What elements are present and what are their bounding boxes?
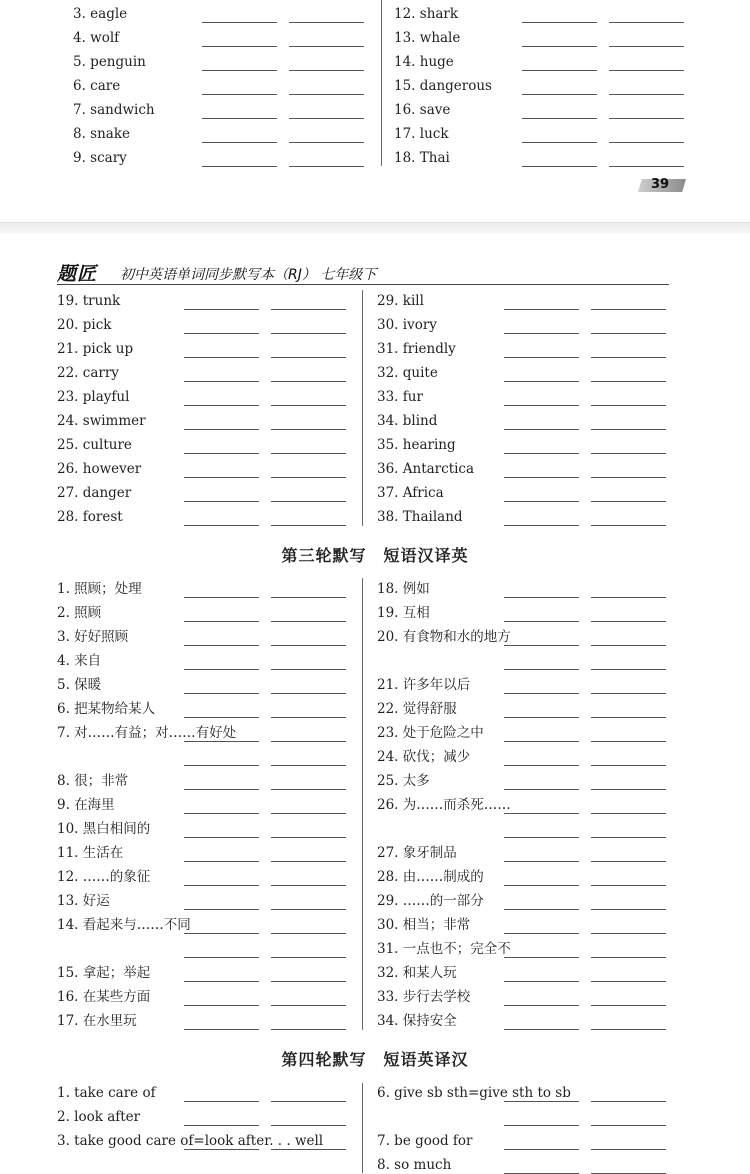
answer-blank-2[interactable]: [591, 381, 666, 382]
item-text: 16. save: [394, 102, 451, 118]
item-text: 8. so much: [377, 1157, 452, 1173]
answer-blank-2[interactable]: [271, 477, 346, 478]
answer-blank-1[interactable]: [504, 813, 579, 814]
answer-blank-1[interactable]: [184, 717, 259, 718]
item-text: 18. Thai: [394, 150, 450, 166]
item-text: 26. 为……而杀死……: [377, 797, 511, 813]
item-text: 31. friendly: [377, 341, 456, 357]
answer-blank-1[interactable]: [522, 22, 597, 23]
answer-blank-1[interactable]: [184, 789, 259, 790]
item-text: 6. give sb sth=give sth to sb: [377, 1085, 571, 1101]
answer-blank-2[interactable]: [591, 813, 666, 814]
answer-blank-1[interactable]: [522, 94, 597, 95]
item-text: 7. sandwich: [73, 102, 155, 118]
answer-blank-2[interactable]: [271, 1101, 346, 1102]
answer-blank-1[interactable]: [504, 1101, 579, 1102]
item-text: 20. 有食物和水的地方: [377, 629, 511, 645]
answer-blank-1[interactable]: [504, 597, 579, 598]
answer-blank-1[interactable]: [184, 1029, 259, 1030]
answer-blank-2[interactable]: [289, 166, 364, 167]
answer-blank-1[interactable]: [522, 70, 597, 71]
answer-blank-2[interactable]: [591, 597, 666, 598]
answer-blank-1[interactable]: [504, 501, 579, 502]
item-text: 8. snake: [73, 126, 131, 142]
item-text: 14. 看起来与……不同: [57, 917, 191, 933]
answer-blank-2[interactable]: [271, 669, 346, 670]
item-text: 20. pick: [57, 317, 112, 333]
answer-blank-2[interactable]: [591, 957, 666, 958]
answer-blank-1[interactable]: [504, 405, 579, 406]
answer-blank-1[interactable]: [504, 789, 579, 790]
answer-blank-2[interactable]: [289, 118, 364, 119]
book-title: 初中英语单词同步默写本（RJ） 七年级下: [120, 267, 377, 283]
answer-blank-2[interactable]: [271, 453, 346, 454]
answer-blank-1[interactable]: [504, 453, 579, 454]
item-text: 14. huge: [394, 54, 454, 70]
words-column-divider: [362, 290, 363, 526]
answer-blank-2[interactable]: [591, 429, 666, 430]
item-text: 22. 觉得舒服: [377, 701, 457, 717]
answer-blank-2[interactable]: [271, 909, 346, 910]
item-text: 4. 来自: [57, 653, 102, 669]
section3-title: 第三轮默写 短语汉译英: [281, 546, 469, 565]
item-text: 27. danger: [57, 485, 132, 501]
answer-blank-1[interactable]: [504, 357, 579, 358]
item-text: 5. penguin: [73, 54, 146, 70]
header-rule: [57, 284, 669, 285]
answer-blank-1[interactable]: [504, 1029, 579, 1030]
answer-blank-1[interactable]: [202, 142, 277, 143]
item-text: 8. 很；非常: [57, 773, 129, 789]
answer-blank-1[interactable]: [184, 381, 259, 382]
item-text: 26. however: [57, 461, 142, 477]
answer-blank-1[interactable]: [504, 333, 579, 334]
answer-blank-1[interactable]: [184, 357, 259, 358]
answer-blank-1[interactable]: [184, 837, 259, 838]
item-text: 6. care: [73, 78, 121, 94]
answer-blank-2[interactable]: [271, 645, 346, 646]
answer-blank-1[interactable]: [504, 909, 579, 910]
answer-blank-2[interactable]: [591, 1125, 666, 1126]
item-text: 13. whale: [394, 30, 461, 46]
section4-column-divider: [362, 1083, 363, 1173]
answer-blank-1[interactable]: [504, 741, 579, 742]
answer-blank-2[interactable]: [271, 1005, 346, 1006]
answer-blank-2[interactable]: [591, 981, 666, 982]
answer-blank-1[interactable]: [504, 1125, 579, 1126]
item-text: 33. fur: [377, 389, 423, 405]
answer-blank-2[interactable]: [271, 837, 346, 838]
answer-blank-1[interactable]: [184, 957, 259, 958]
answer-blank-2[interactable]: [271, 693, 346, 694]
answer-blank-2[interactable]: [591, 405, 666, 406]
answer-blank-2[interactable]: [271, 1149, 346, 1150]
answer-blank-1[interactable]: [184, 453, 259, 454]
answer-blank-2[interactable]: [271, 381, 346, 382]
answer-blank-2[interactable]: [591, 1005, 666, 1006]
answer-blank-2[interactable]: [609, 22, 684, 23]
answer-blank-2[interactable]: [591, 1149, 666, 1150]
item-text: 28. forest: [57, 509, 123, 525]
item-text: 37. Africa: [377, 485, 444, 501]
answer-blank-2[interactable]: [591, 501, 666, 502]
item-text: 31. 一点也不；完全不: [377, 941, 511, 957]
answer-blank-2[interactable]: [271, 765, 346, 766]
item-text: 28. 由……制成的: [377, 869, 484, 885]
answer-blank-2[interactable]: [591, 693, 666, 694]
answer-blank-1[interactable]: [202, 94, 277, 95]
answer-blank-2[interactable]: [289, 94, 364, 95]
answer-blank-2[interactable]: [271, 429, 346, 430]
item-text: 21. pick up: [57, 341, 134, 357]
item-text: 1. take care of: [57, 1085, 156, 1101]
answer-blank-1[interactable]: [522, 118, 597, 119]
item-text: 34. 保持安全: [377, 1013, 457, 1029]
answer-blank-2[interactable]: [271, 357, 346, 358]
item-text: 22. carry: [57, 365, 119, 381]
answer-blank-2[interactable]: [591, 669, 666, 670]
item-text: 17. 在水里玩: [57, 1013, 137, 1029]
answer-blank-1[interactable]: [184, 1149, 259, 1150]
item-text: 24. 砍伐；减少: [377, 749, 471, 765]
item-text: 6. 把某物给某人: [57, 701, 156, 717]
answer-blank-2[interactable]: [271, 885, 346, 886]
item-text: 10. 黑白相间的: [57, 821, 151, 837]
answer-blank-1[interactable]: [202, 118, 277, 119]
answer-blank-1[interactable]: [522, 46, 597, 47]
item-text: 3. 好好照顾: [57, 629, 129, 645]
answer-blank-2[interactable]: [591, 765, 666, 766]
item-text: 7. 对……有益；对……有好处: [57, 725, 237, 741]
answer-blank-1[interactable]: [184, 429, 259, 430]
answer-blank-2[interactable]: [271, 405, 346, 406]
answer-blank-2[interactable]: [271, 621, 346, 622]
page-number-badge: [638, 177, 690, 193]
answer-blank-2[interactable]: [591, 333, 666, 334]
item-text: 13. 好运: [57, 893, 110, 909]
answer-blank-2[interactable]: [609, 118, 684, 119]
answer-blank-2[interactable]: [591, 741, 666, 742]
section3-column-divider: [362, 578, 363, 1030]
answer-blank-1[interactable]: [504, 669, 579, 670]
answer-blank-1[interactable]: [184, 597, 259, 598]
answer-blank-2[interactable]: [289, 70, 364, 71]
answer-blank-1[interactable]: [184, 405, 259, 406]
answer-blank-1[interactable]: [504, 885, 579, 886]
answer-blank-1[interactable]: [184, 885, 259, 886]
answer-blank-1[interactable]: [184, 861, 259, 862]
answer-blank-2[interactable]: [591, 909, 666, 910]
answer-blank-2[interactable]: [591, 309, 666, 310]
answer-blank-1[interactable]: [184, 1005, 259, 1006]
brand-logo: 题匠: [57, 263, 98, 285]
answer-blank-2[interactable]: [271, 957, 346, 958]
answer-blank-2[interactable]: [271, 309, 346, 310]
answer-blank-2[interactable]: [289, 22, 364, 23]
answer-blank-2[interactable]: [591, 1101, 666, 1102]
item-text: 15. 拿起；举起: [57, 965, 151, 981]
answer-blank-2[interactable]: [271, 861, 346, 862]
answer-blank-1[interactable]: [504, 645, 579, 646]
answer-blank-2[interactable]: [591, 837, 666, 838]
item-text: 16. 在某些方面: [57, 989, 151, 1005]
item-text: 15. dangerous: [394, 78, 492, 94]
answer-blank-2[interactable]: [591, 789, 666, 790]
item-text: 18. 例如: [377, 581, 430, 597]
answer-blank-1[interactable]: [184, 1125, 259, 1126]
answer-blank-2[interactable]: [271, 501, 346, 502]
answer-blank-2[interactable]: [591, 453, 666, 454]
item-text: 17. luck: [394, 126, 449, 142]
item-text: 3. take good care of=look after. . . well: [57, 1133, 324, 1149]
answer-blank-2[interactable]: [271, 333, 346, 334]
answer-blank-1[interactable]: [184, 933, 259, 934]
answer-blank-1[interactable]: [184, 909, 259, 910]
answer-blank-1[interactable]: [184, 765, 259, 766]
answer-blank-2[interactable]: [271, 933, 346, 934]
answer-blank-2[interactable]: [591, 525, 666, 526]
answer-blank-2[interactable]: [591, 717, 666, 718]
answer-blank-1[interactable]: [504, 957, 579, 958]
item-text: 12. ……的象征: [57, 869, 151, 885]
answer-blank-2[interactable]: [609, 94, 684, 95]
item-text: 30. 相当；非常: [377, 917, 471, 933]
item-text: 11. 生活在: [57, 845, 124, 861]
answer-blank-2[interactable]: [591, 357, 666, 358]
item-text: 7. be good for: [377, 1133, 473, 1149]
item-text: 9. 在海里: [57, 797, 115, 813]
item-text: 2. 照顾: [57, 605, 102, 621]
item-text: 9. scary: [73, 150, 127, 166]
section4-title: 第四轮默写 短语英译汉: [281, 1050, 469, 1069]
item-text: 23. playful: [57, 389, 130, 405]
answer-blank-2[interactable]: [591, 933, 666, 934]
item-text: 27. 象牙制品: [377, 845, 457, 861]
answer-blank-1[interactable]: [202, 22, 277, 23]
answer-blank-1[interactable]: [504, 837, 579, 838]
answer-blank-2[interactable]: [289, 142, 364, 143]
item-text: 3. eagle: [73, 6, 128, 22]
answer-blank-2[interactable]: [271, 1029, 346, 1030]
answer-blank-2[interactable]: [271, 525, 346, 526]
answer-blank-2[interactable]: [609, 166, 684, 167]
answer-blank-1[interactable]: [184, 309, 259, 310]
answer-blank-1[interactable]: [522, 142, 597, 143]
answer-blank-1[interactable]: [504, 1149, 579, 1150]
answer-blank-2[interactable]: [591, 861, 666, 862]
page-number: 39: [651, 177, 670, 192]
answer-blank-1[interactable]: [504, 981, 579, 982]
item-text: 29. ……的一部分: [377, 893, 484, 909]
answer-blank-1[interactable]: [202, 70, 277, 71]
answer-blank-2[interactable]: [271, 717, 346, 718]
item-text: 21. 许多年以后: [377, 677, 471, 693]
answer-blank-1[interactable]: [504, 693, 579, 694]
answer-blank-2[interactable]: [271, 597, 346, 598]
answer-blank-2[interactable]: [591, 885, 666, 886]
answer-blank-1[interactable]: [504, 933, 579, 934]
answer-blank-1[interactable]: [504, 309, 579, 310]
answer-blank-1[interactable]: [184, 813, 259, 814]
item-text: 24. swimmer: [57, 413, 146, 429]
item-text: 35. hearing: [377, 437, 456, 453]
item-text: 32. 和某人玩: [377, 965, 457, 981]
item-text: 1. 照顾；处理: [57, 581, 142, 597]
answer-blank-1[interactable]: [184, 1101, 259, 1102]
answer-blank-1[interactable]: [504, 381, 579, 382]
answer-blank-1[interactable]: [184, 693, 259, 694]
answer-blank-1[interactable]: [504, 525, 579, 526]
item-text: 38. Thailand: [377, 509, 463, 525]
answer-blank-2[interactable]: [271, 981, 346, 982]
answer-blank-2[interactable]: [609, 142, 684, 143]
item-text: 32. quite: [377, 365, 438, 381]
item-text: 36. Antarctica: [377, 461, 475, 477]
answer-blank-1[interactable]: [504, 765, 579, 766]
top-column-divider: [381, 0, 382, 166]
answer-blank-1[interactable]: [504, 429, 579, 430]
answer-blank-1[interactable]: [184, 333, 259, 334]
item-text: 5. 保暖: [57, 677, 102, 693]
answer-blank-2[interactable]: [271, 789, 346, 790]
item-text: 19. trunk: [57, 293, 121, 309]
answer-blank-1[interactable]: [504, 477, 579, 478]
item-text: 25. culture: [57, 437, 132, 453]
answer-blank-2[interactable]: [289, 46, 364, 47]
answer-blank-2[interactable]: [591, 621, 666, 622]
answer-blank-1[interactable]: [184, 645, 259, 646]
answer-blank-2[interactable]: [591, 477, 666, 478]
answer-blank-2[interactable]: [271, 813, 346, 814]
answer-blank-1[interactable]: [522, 166, 597, 167]
answer-blank-2[interactable]: [591, 645, 666, 646]
item-text: 25. 太多: [377, 773, 430, 789]
item-text: 34. blind: [377, 413, 438, 429]
answer-blank-2[interactable]: [609, 46, 684, 47]
answer-blank-1[interactable]: [184, 981, 259, 982]
answer-blank-2[interactable]: [271, 741, 346, 742]
item-text: 33. 步行去学校: [377, 989, 471, 1005]
answer-blank-1[interactable]: [504, 621, 579, 622]
answer-blank-1[interactable]: [202, 166, 277, 167]
answer-blank-1[interactable]: [184, 741, 259, 742]
item-text: 4. wolf: [73, 30, 120, 46]
item-text: 29. kill: [377, 293, 424, 309]
item-text: 23. 处于危险之中: [377, 725, 484, 741]
item-text: 19. 互相: [377, 605, 430, 621]
item-text: 30. ivory: [377, 317, 437, 333]
answer-blank-1[interactable]: [202, 46, 277, 47]
answer-blank-1[interactable]: [504, 717, 579, 718]
answer-blank-1[interactable]: [184, 501, 259, 502]
answer-blank-2[interactable]: [271, 1125, 346, 1126]
answer-blank-2[interactable]: [609, 70, 684, 71]
answer-blank-1[interactable]: [184, 477, 259, 478]
item-text: 12. shark: [394, 6, 459, 22]
answer-blank-2[interactable]: [591, 1029, 666, 1030]
item-text: 2. look after: [57, 1109, 141, 1125]
answer-blank-1[interactable]: [184, 621, 259, 622]
answer-blank-1[interactable]: [184, 525, 259, 526]
answer-blank-1[interactable]: [504, 861, 579, 862]
answer-blank-1[interactable]: [184, 669, 259, 670]
answer-blank-1[interactable]: [504, 1005, 579, 1006]
